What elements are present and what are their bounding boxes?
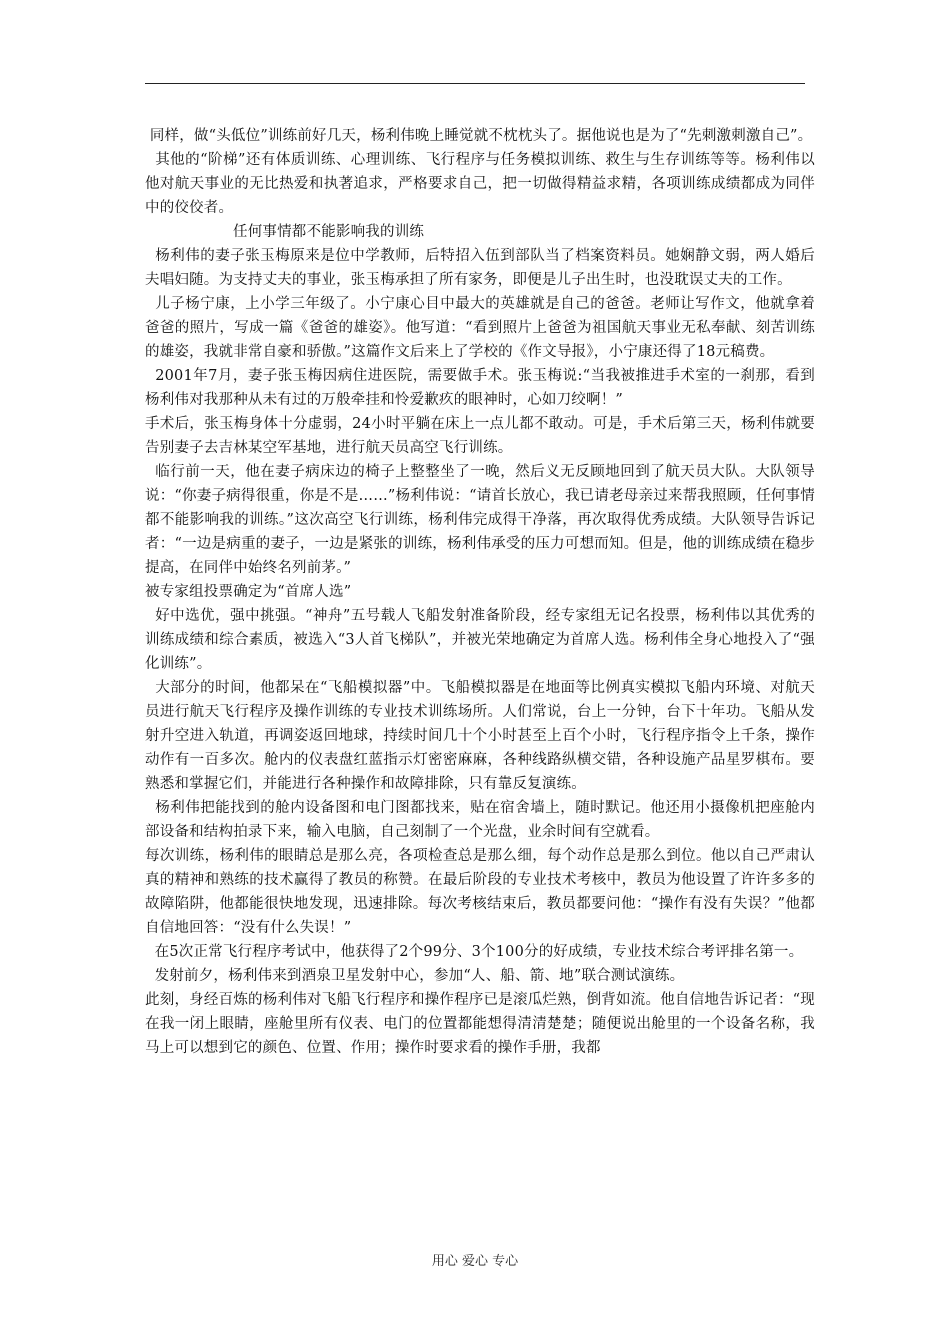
paragraph-3: 杨利伟的妻子张玉梅原来是位中学教师，后特招入伍到部队当了档案资料员。她娴静文弱，两人婚后夫唱妇随。为支持丈夫的事业，张玉梅承担了所有家务，即便是儿子出生时，也没耽误丈夫的工作。 xyxy=(145,248,816,288)
header-rule xyxy=(145,83,805,84)
section-heading-2: 被专家组投票确定为“首席人选” xyxy=(145,584,352,600)
paragraph-6: 手术后，张玉梅身体十分虚弱，24小时平躺在床上一点儿都不敢动。可是，手术后第三天，杨利伟就要告别妻子去吉林某空军基地，进行航天员高空飞行训练。 xyxy=(145,416,815,456)
page-footer: 用心 爱心 专心 xyxy=(431,1254,519,1269)
paragraph-12: 在5次正常飞行程序考试中，他获得了2个99分、3个100分的好成绩，专业技术综合考评排名第一。 xyxy=(145,944,804,960)
document-body xyxy=(145,124,815,1060)
paragraph-5: 2001年7月，妻子张玉梅因病住进医院，需要做手术。张玉梅说:“当我被推进手术室的一刹那，看到杨利伟对我那种从未有过的万般牵挂和怜爱歉疚的眼神时，心如刀绞啊！” xyxy=(145,368,816,408)
paragraph-10: 杨利伟把能找到的舱内设备图和电门图都找来，贴在宿舍墙上，随时默记。他还用小摄像机把座舱内部设备和结构拍录下来，输入电脑，自己刻制了一个光盘，业余时间有空就看。 xyxy=(145,800,816,840)
paragraph-11: 每次训练，杨利伟的眼睛总是那么亮，各项检查总是那么细，每个动作总是那么到位。他以自己严肃认真的精神和熟练的技术赢得了教员的称赞。在最后阶段的专业技术考核中，教员为他设置了许许多多的故障陷阱，他都能很快地发现，迅速排除。每次考核结束后，教员都要问他：“操作有没有失误？”他都自信地回答：“没有什么失误！” xyxy=(145,848,815,936)
paragraph-4: 儿子杨宁康，上小学三年级了。小宁康心目中最大的英雄就是自己的爸爸。老师让写作文，他就拿着爸爸的照片，写成一篇《爸爸的雄姿》。他写道：“看到照片上爸爸为祖国航天事业无私奉献、刻苦训练的雄姿，我就非常自豪和骄傲。”这篇作文后来上了学校的《作文导报》，小宁康还得了18元稿费。 xyxy=(145,296,816,360)
paragraph-8: 好中选优，强中挑强。“神舟”五号载人飞船发射准备阶段，经专家组无记名投票，杨利伟以其优秀的训练成绩和综合素质，被选入“3人首飞梯队”，并被光荣地确定为首席人选。杨利伟全身心地投入了“强化训练”。 xyxy=(145,608,815,672)
paragraph-13: 发射前夕，杨利伟来到酒泉卫星发射中心，参加“人、船、箭、地”联合测试演练。 xyxy=(145,968,685,984)
paragraph-1: 同样，做“头低位”训练前好几天，杨利伟晚上睡觉就不枕枕头了。据他说也是为了“先刺激刺激自己”。 xyxy=(145,128,813,144)
section-heading-1: 任何事情都不能影响我的训练 xyxy=(233,224,425,240)
paragraph-7: 临行前一天，他在妻子病床边的椅子上整整坐了一晚，然后义无反顾地回到了航天员大队。大队领导说：“你妻子病得很重，你是不是……”杨利伟说：“请首长放心，我已请老母亲过来帮我照顾，任何事情都不能影响我的训练。”这次高空飞行训练，杨利伟完成得干净落，再次取得优秀成绩。大队领导告诉记者：“一边是病重的妻子，一边是紧张的训练，杨利伟承受的压力可想而知。但是，他的训练成绩在稳步提高，在同伴中始终名列前茅。” xyxy=(145,464,816,576)
paragraph-9: 大部分的时间，他都呆在“飞船模拟器”中。飞船模拟器是在地面等比例真实模拟飞船内环境、对航天员进行航天飞行程序及操作训练的专业技术训练场所。人们常说，台上一分钟，台下十年功。飞船从发射升空进入轨道，再调姿返回地球，持续时间几十个小时甚至上百个小时，飞行程序指令上千条，操作动作有一百多次。舱内的仪表盘红蓝指示灯密密麻麻，各种线路纵横交错，各种设施产品星罗棋布。要熟悉和掌握它们，并能进行各种操作和故障排除，只有靠反复演练。 xyxy=(145,680,815,792)
paragraph-14: 此刻，身经百炼的杨利伟对飞船飞行程序和操作程序已是滚瓜烂熟，倒背如流。他自信地告诉记者：“现在我一闭上眼睛，座舱里所有仪表、电门的位置都能想得清清楚楚；随便说出舱里的一个设备名称，我马上可以想到它的颜色、位置、作用；操作时要求看的操作手册，我都 xyxy=(145,992,815,1056)
paragraph-2: 其他的“阶梯”还有体质训练、心理训练、飞行程序与任务模拟训练、救生与生存训练等等。杨利伟以他对航天事业的无比热爱和执著追求，严格要求自己，把一切做得精益求精，各项训练成绩都成为同伴中的佼佼者。 xyxy=(145,152,815,216)
